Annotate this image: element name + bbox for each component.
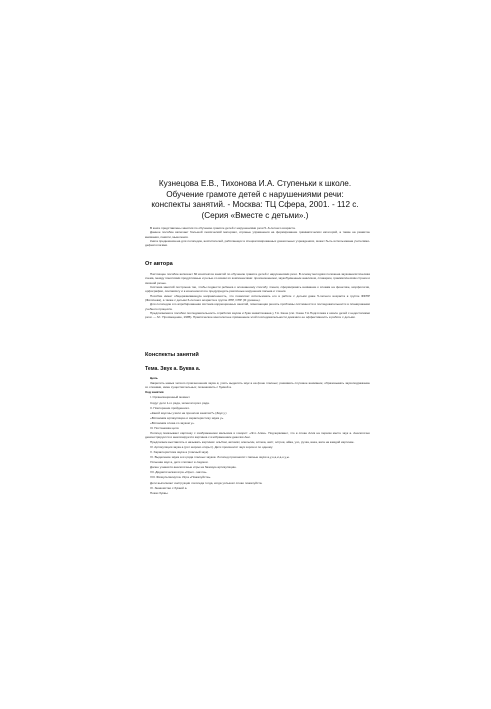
lesson-line: Предлагаем выставлять и называть картинки: альбом, автомат, апельсин, аптека, аист, остров, айва, ухо, ручка, ваза, вата на каждой картинке. (150, 440, 355, 445)
section-heading-author: От автора (145, 261, 173, 267)
lesson-line: II. Повторение пройденного. (150, 405, 191, 410)
lesson-line: Показ буквы. (150, 490, 169, 495)
lesson-line: VIII. Физкультминутка. Игра «Пожалуйста». (150, 475, 212, 480)
intro-paragraph: Книга предназначена для логопедов, воспитателей, работающих в специализированных дошкольных учреждениях, может быть использована учителями-дефектологами. (145, 239, 370, 248)
lesson-line: Ход занятия (145, 390, 164, 395)
lesson-line: Услышав звук а, дети хлопают в ладоши. (150, 460, 209, 465)
lesson-line: VI. Выделение звука а из ряда гласных звуков. Логопед произносит гласные звуки а,у,о,а,и,а,о,у,ы. (150, 455, 290, 460)
title-line: Обучение грамоте детей с нарушениями речи: (166, 189, 344, 199)
title-line: (Серия «Вместе с детьми».) (201, 210, 309, 220)
lesson-line: I. Организационный момент. (150, 395, 191, 400)
book-title (140, 179, 370, 221)
author-paragraph: Для логопедов это апробированная система коррекционных занятий, помогающая решить проблемы системности и последовательности в планировании учебного процесса. (145, 302, 370, 311)
lesson-line: «Какой звук мы учили на прошлом занятии?» (Звук у.) (150, 410, 227, 415)
author-paragraph: Настоящее пособие включает 60 конспектов занятий по обучению грамоте детей с нарушениями речи. В основу методики положена звукоаналитическая схема, между понятиями продуктивные и речью со всеми их компонентами: произношением, звукобуквенным анализом, словарем, грамматическим строем и связной речью. (145, 272, 370, 285)
author-paragraph: Пособие имеет общеразвивающую направленность, что позволяет использовать его в работе с детьми даже 5-летнего возраста в группе ФФНР (Филичева), а также с детьми 6-летнего возраста в группе ЗПР, ОНР (III уровень). (145, 293, 370, 303)
intro-paragraph: В книге представлены занятия по обучению грамоте детей с нарушениями речи 5–6-летнего возраста. (150, 226, 296, 230)
intro-paragraph: Данное пособие включает большой лексический материал, игровые упражнения на формирование грамматических категорий, а также на развитие внимания, памяти, мышления. (145, 230, 370, 239)
lesson-line: Дети выполняют инструкции логопеда тогда, когда услышат слово пожалуйста. (150, 480, 263, 485)
lesson-line: «Вспомним слова со звуком у». (150, 420, 195, 425)
lesson-line: IV. Артикуляция звука а (рот широко открыт). Дети произносят звук хором и по одному. (150, 445, 273, 450)
author-block (145, 272, 370, 320)
lesson-line: Закрепить навык четкого произношения звука а; учить выделять звук а на фоне гласных; развивать слуховое внимание; образовывать звукоподражание со словами, имен существительных; познакомить с буквой а. (145, 381, 370, 390)
lesson-line: IX. Знакомство с буквой а. (150, 485, 188, 490)
lesson-line: VII. Дидактическая игра «Орел - мачта». (150, 470, 208, 475)
lesson-line: V. Характеристика звука а (гласный звук). (150, 450, 210, 455)
author-paragraph: Система занятий построена так, чтобы подвести ребенка к осознанному способу чтения, сформировать внимание к словам на фонетике, морфологии, орфографии, синтаксису и в конечном итоге предупредить различные нарушения письма и чтения. (145, 285, 370, 294)
lesson-line: «Вспомним артикуляцию и характеристику звука у». (150, 415, 225, 420)
topic-heading: Тема. Звук а. Буква а. (145, 366, 201, 372)
lesson-body (145, 376, 370, 496)
lesson-line: Сядут дети 1-го ряда, затем второго ряда. (150, 400, 210, 405)
intro-block (145, 226, 370, 248)
author-paragraph: Предлагаемая в пособии последовательность отработки звуков и букв заимствована у Г.А. Каше (см.: Каше Г.А.Подготовка к школе детей с недостатками речи. — М.: Просвещение, 1985). Практическое многолетнее применение этой последовательности доказало ее эффективность в работе с детьми. (145, 311, 370, 320)
lesson-line: Цель (150, 376, 158, 380)
lesson-line: Далее узнаются аналогичные игры на базовую артикуляцию. (150, 465, 237, 470)
section-heading-lessons: Конспекты занятий (145, 352, 199, 358)
lesson-line: Логопед показывает картинку с изображением мальчика и говорит: «Это Алик». Подчеркивает, что в слове Алик на первом месте звук а. Аналогично демонстрируется и анализируется картинка с изображением девочки Ани. (145, 430, 370, 440)
title-line: Кузнецова Е.В., Тихонова И.А. Ступеньки к школе. (158, 179, 352, 188)
title-line: конспекты занятий. - Москва: ТЦ Сфера, 2001. - 112 с. (151, 200, 359, 210)
lesson-line: III. Постановка цели. (150, 425, 180, 430)
